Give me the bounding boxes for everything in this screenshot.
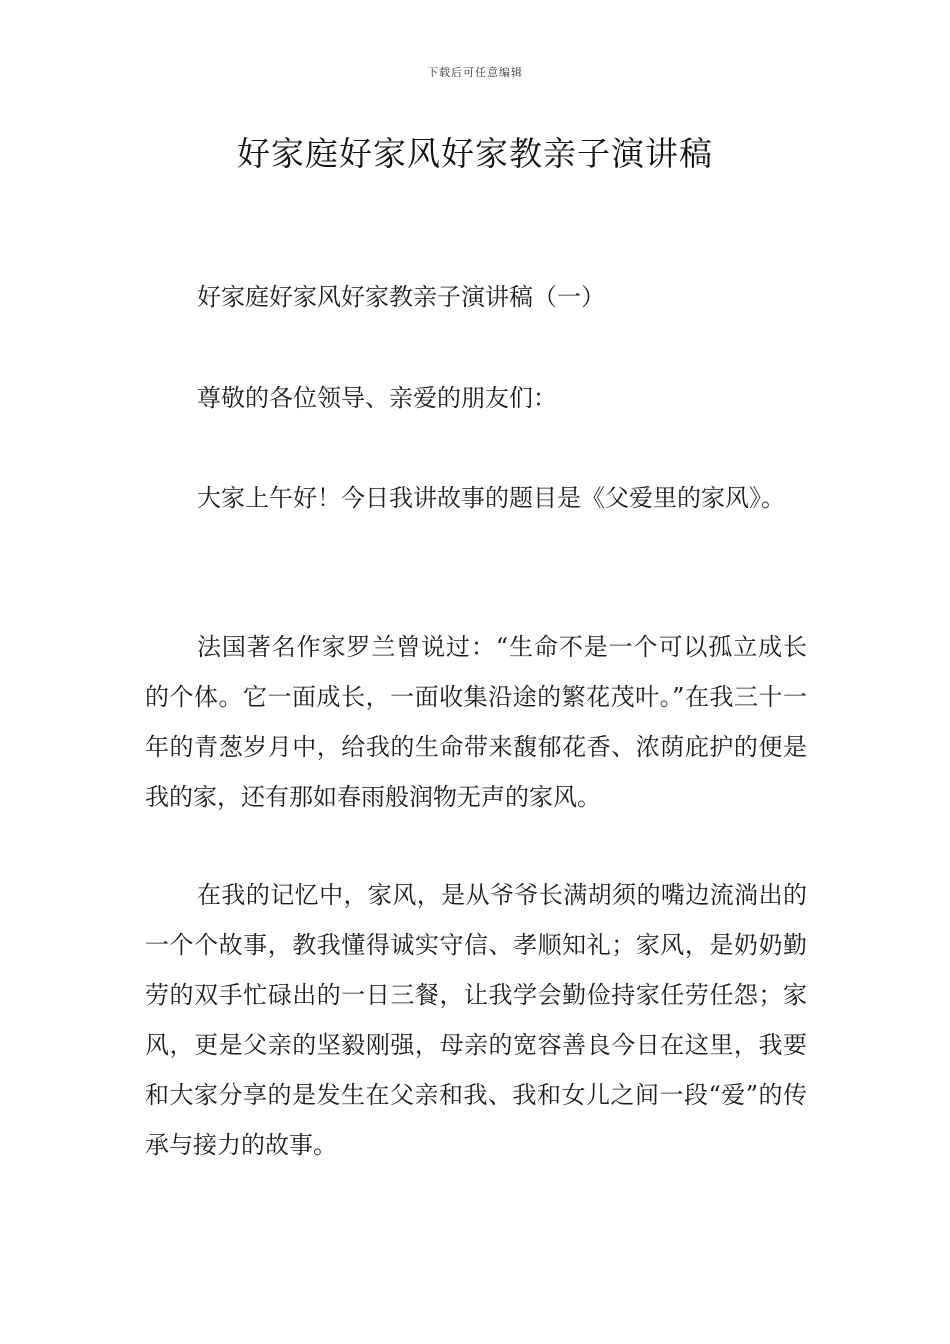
memory-block [145, 870, 807, 1170]
greeting-block [145, 373, 807, 423]
opening-block [145, 473, 807, 523]
document-title: 好家庭好家风好家教亲子演讲稿 [237, 134, 713, 173]
section-subtitle: 好家庭好家风好家教亲子演讲稿（一） [197, 283, 605, 311]
opening-paragraph: 大家上午好！今日我讲故事的题目是《父爱里的家风》。 [197, 484, 785, 512]
memory-paragraph: 在我的记忆中，家风，是从爷爷长满胡须的嘴边流淌出的一个个故事，教我懂得诚实守信、孝顺知礼；家风，是奶奶勤劳的双手忙碌出的一日三餐，让我学会勤俭持家任劳任怨；家风，更是父亲的坚毅刚强，母亲的宽容善良今日在这里，我要和大家分享的是发生在父亲和我、我和女儿之间一段“爱”的传承与接力的故事。 [145, 881, 807, 1159]
quote-paragraph: 法国著名作家罗兰曾说过：“生命不是一个可以孤立成长的个体。它一面成长，一面收集沿途的繁花茂叶。”在我三十一年的青葱岁月中，给我的生命带来馥郁花香、浓荫庇护的便是我的家，还有那如春雨般润物无声的家风。 [145, 633, 807, 811]
greeting-paragraph: 尊敬的各位领导、亲爱的朋友们： [197, 384, 557, 412]
section-subtitle-block [145, 272, 807, 322]
quote-block [145, 622, 807, 822]
header-note: 下载后可任意编辑 [427, 66, 523, 79]
